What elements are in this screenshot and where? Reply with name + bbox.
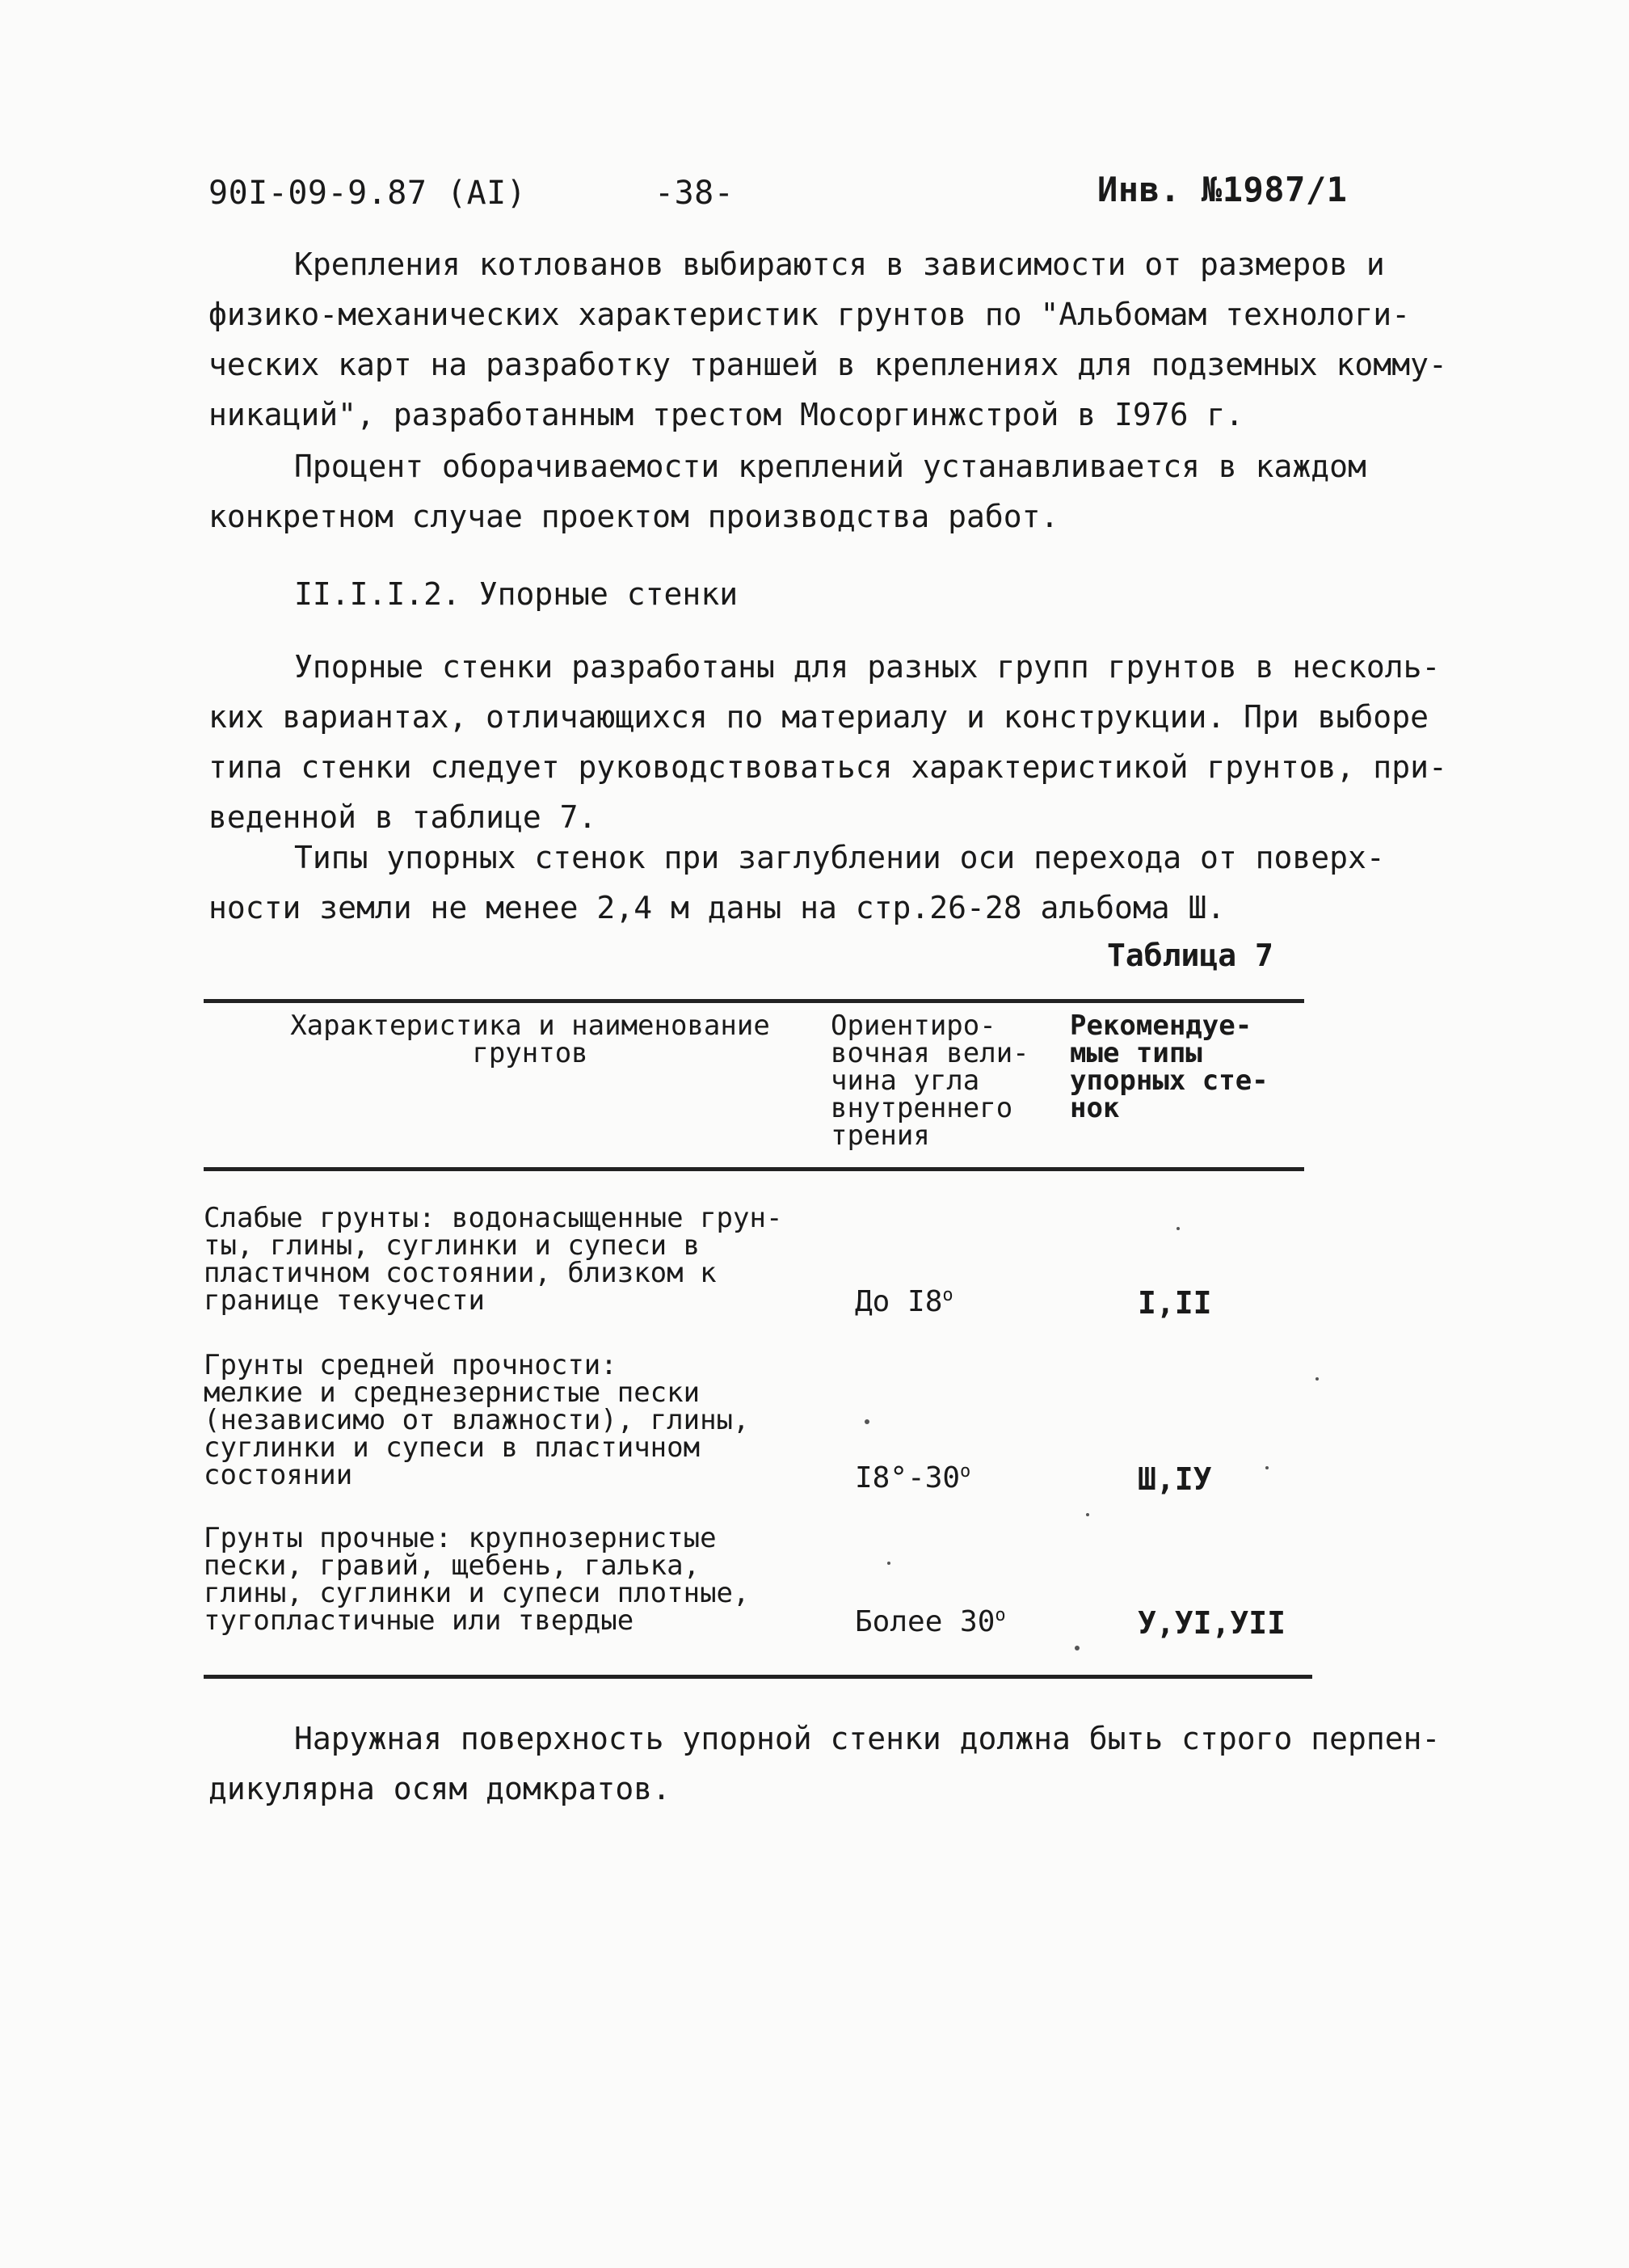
- scan-speck: [1176, 1227, 1180, 1230]
- header-wall-types: Рекомендуе- мые типы упорных сте- нок: [1070, 1010, 1269, 1124]
- text-line: Крепления котлованов выбираются в зависимости от размеров и: [294, 247, 1385, 282]
- text-line: никаций", разработанным трестом Мосоргинжстрой в I976 г.: [208, 397, 1244, 432]
- angle-value: До I8: [855, 1285, 943, 1318]
- paragraph-excavation-supports: [208, 239, 1447, 440]
- text-line: дикулярна осям домкратов.: [208, 1771, 671, 1806]
- document-code: 90I-09-9.87 (AI): [208, 175, 527, 212]
- cell-friction-angle: [855, 1605, 1006, 1638]
- page-number: -38-: [655, 175, 735, 212]
- scan-speck: [865, 1419, 869, 1424]
- table-row: [204, 1351, 1303, 1497]
- angle-degree: о: [995, 1605, 1006, 1625]
- section-title: II.I.I.2. Упорные стенки: [294, 576, 739, 612]
- scan-speck: [1315, 1377, 1319, 1381]
- table-top-rule: [204, 999, 1304, 1003]
- scan-speck: [887, 1562, 890, 1565]
- cell-characteristic: Грунты прочные: крупнозернистые пески, гравий, щебень, галька, глины, суглинки и супеси плотные, тугопластичные или твердые: [204, 1522, 750, 1637]
- cell-friction-angle: [855, 1461, 970, 1494]
- text-line: ких вариантах, отличающихся по материалу и конструкции. При выборе: [208, 699, 1429, 735]
- cell-characteristic: Грунты средней прочности: мелкие и среднезернистые пески (независимо от влажности), глины, суглинки и супеси в пластичном состоянии: [204, 1349, 750, 1491]
- paragraph-wall-types: [208, 833, 1385, 933]
- text-line: Процент оборачиваемости креплений устанавливается в каждом: [294, 449, 1366, 484]
- table-row: [204, 1522, 1303, 1641]
- text-line: Упорные стенки разработаны для разных групп грунтов в несколь-: [294, 649, 1441, 685]
- paragraph-outer-surface: [208, 1714, 1441, 1814]
- text-line: конкретном случае проектом производства работ.: [208, 499, 1059, 534]
- table-header: [204, 1012, 1303, 1157]
- text-line: ности земли не менее 2,4 м даны на стр.26-28 альбома Ш.: [208, 890, 1226, 925]
- scan-speck: [1086, 1513, 1089, 1516]
- cell-wall-types: I,II: [1138, 1285, 1212, 1321]
- inventory-number: Инв. №1987/1: [1097, 170, 1348, 209]
- text-line: типа стенки следует руководствоваться характеристикой грунтов, при-: [208, 749, 1447, 785]
- text-line: веденной в таблице 7.: [208, 799, 597, 835]
- paragraph-turnover: [208, 441, 1372, 542]
- scan-speck: [1265, 1466, 1269, 1469]
- text-line: Типы упорных стенок при заглублении оси перехода от поверх-: [294, 840, 1385, 875]
- cell-friction-angle: [855, 1285, 953, 1318]
- table-bottom-rule: [204, 1675, 1312, 1679]
- text-line: физико-механических характеристик грунтов по "Альбомам технологи-: [208, 297, 1411, 332]
- cell-wall-types: Ш,IУ: [1138, 1461, 1212, 1497]
- header-friction-angle: Ориентиро- вочная вели- чина угла внутреннего трения: [831, 1010, 1029, 1152]
- cell-characteristic: Слабые грунты: водонасыщенные грун- ты, глины, суглинки и супеси в пластичном состоянии, близком к границе текучести: [204, 1202, 783, 1317]
- text-line: Наружная поверхность упорной стенки должна быть строго перпен-: [294, 1721, 1441, 1756]
- angle-value: I8°-30: [855, 1461, 961, 1494]
- header-characteristic: Характеристика и наименование грунтов: [290, 1010, 770, 1069]
- table-row: [204, 1202, 1303, 1321]
- scan-speck: [1075, 1646, 1080, 1650]
- angle-degree: о: [942, 1285, 953, 1305]
- table-label: Таблица 7: [1107, 938, 1273, 973]
- text-line: ческих карт на разработку траншей в креплениях для подземных комму-: [208, 347, 1447, 382]
- cell-wall-types: У,УI,УII: [1138, 1605, 1286, 1641]
- section-heading: [208, 569, 1372, 619]
- angle-value: Более 30: [855, 1605, 996, 1638]
- paragraph-thrust-walls: [208, 642, 1447, 842]
- table-header-rule: [204, 1167, 1304, 1171]
- angle-degree: о: [960, 1461, 971, 1482]
